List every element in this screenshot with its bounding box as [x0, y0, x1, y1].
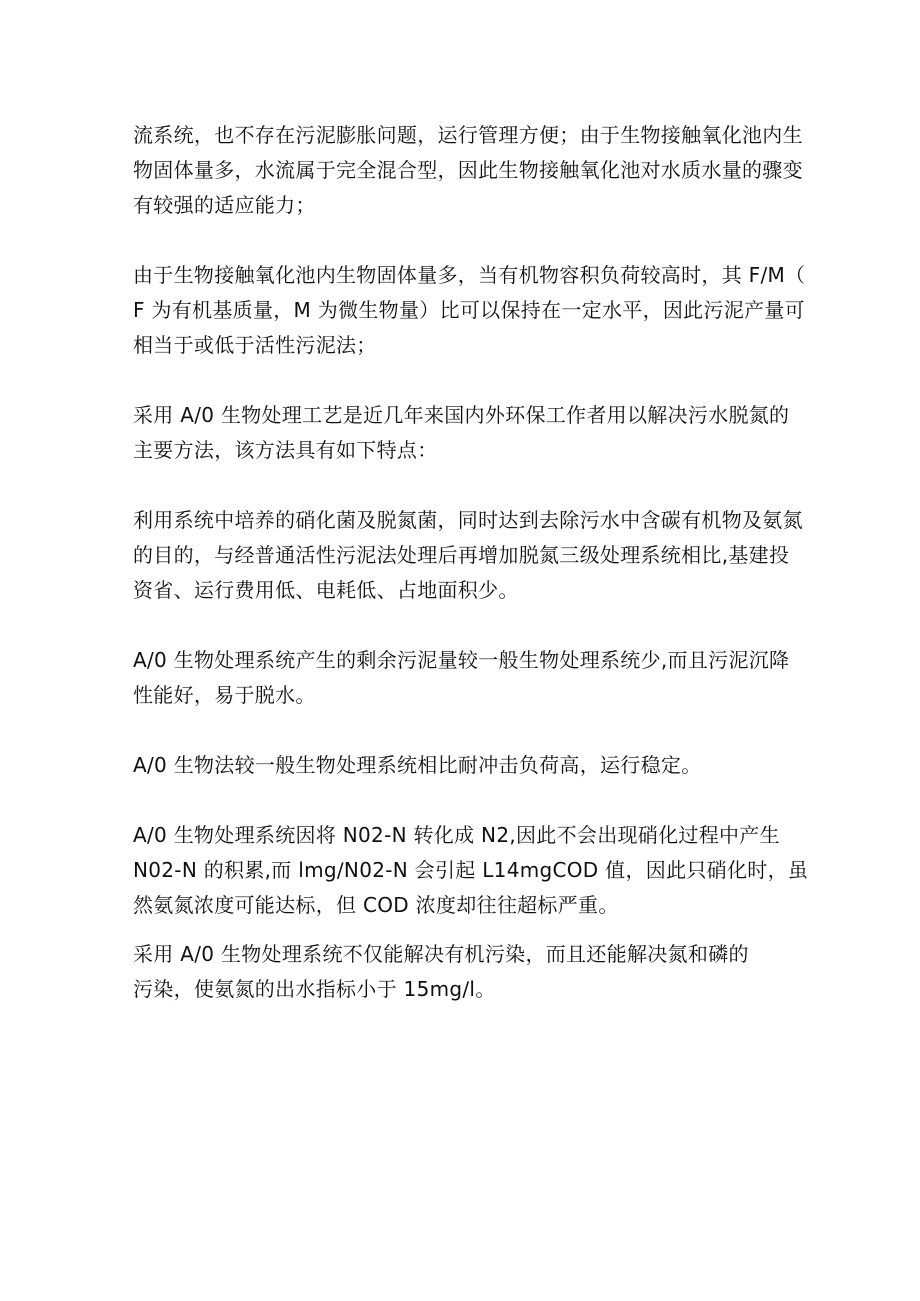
text-line: 资省、运行费用低、电耗低、占地面积少。	[133, 578, 519, 602]
paragraph-7	[133, 818, 809, 923]
document-page	[133, 118, 809, 1007]
paragraph-4	[133, 503, 803, 608]
text-line: 性能好，易于脱水。	[133, 683, 316, 707]
text-line: 采用 A/0 生物处理系统不仅能解决有机污染，而且还能解决氮和磷的	[133, 942, 749, 966]
text-line: 流系统，也不存在污泥膨胀问题，运行管理方便；由于生物接触氧化池内生	[133, 123, 803, 147]
text-line: 污染，使氨氮的出水指标小于 15mg∕l。	[133, 977, 496, 1001]
paragraph-6	[133, 748, 798, 783]
paragraph-5	[133, 643, 798, 713]
text-line: 有较强的适应能力；	[133, 193, 316, 217]
paragraph-1	[133, 118, 803, 223]
text-line: 物固体量多，水流属于完全混合型，因此生物接触氧化池对水质水量的骤变	[133, 158, 803, 182]
text-line: 相当于或低于活性污泥法；	[133, 333, 377, 357]
text-line: 然氨氮浓度可能达标，但 COD 浓度却往往超标严重。	[133, 893, 619, 917]
paragraph-8	[133, 937, 798, 1007]
text-line: 主要方法，该方法具有如下特点：	[133, 438, 438, 462]
paragraph-3	[133, 398, 798, 468]
text-line: A/0 生物处理系统因将 N02-N 转化成 N2,因此不会出现硝化过程中产生	[133, 823, 780, 847]
text-line: 采用 A/0 生物处理工艺是近几年来国内外环保工作者用以解决污水脱氮的	[133, 403, 790, 427]
text-line: 由于生物接触氧化池内生物固体量多，当有机物容积负荷较高时，其 F/M（	[133, 263, 806, 287]
paragraph-2	[133, 258, 806, 363]
text-line: N02-N 的积累,而 lmg∕N02-N 会引起 L14mgCOD 值，因此只硝化时，虽	[133, 858, 809, 882]
text-line: A/0 生物法较一般生物处理系统相比耐冲击负荷高，运行稳定。	[133, 753, 702, 777]
text-line: A/0 生物处理系统产生的剩余污泥量较一般生物处理系统少,而且污泥沉降	[133, 648, 790, 672]
text-line: F 为有机基质量，M 为微生物量）比可以保持在一定水平，因此污泥产量可	[133, 298, 805, 322]
text-line: 的目的，与经普通活性污泥法处理后再增加脱氮三级处理系统相比,基建投	[133, 543, 790, 567]
text-line: 利用系统中培养的硝化菌及脱氮菌，同时达到去除污水中含碳有机物及氨氮	[133, 508, 803, 532]
